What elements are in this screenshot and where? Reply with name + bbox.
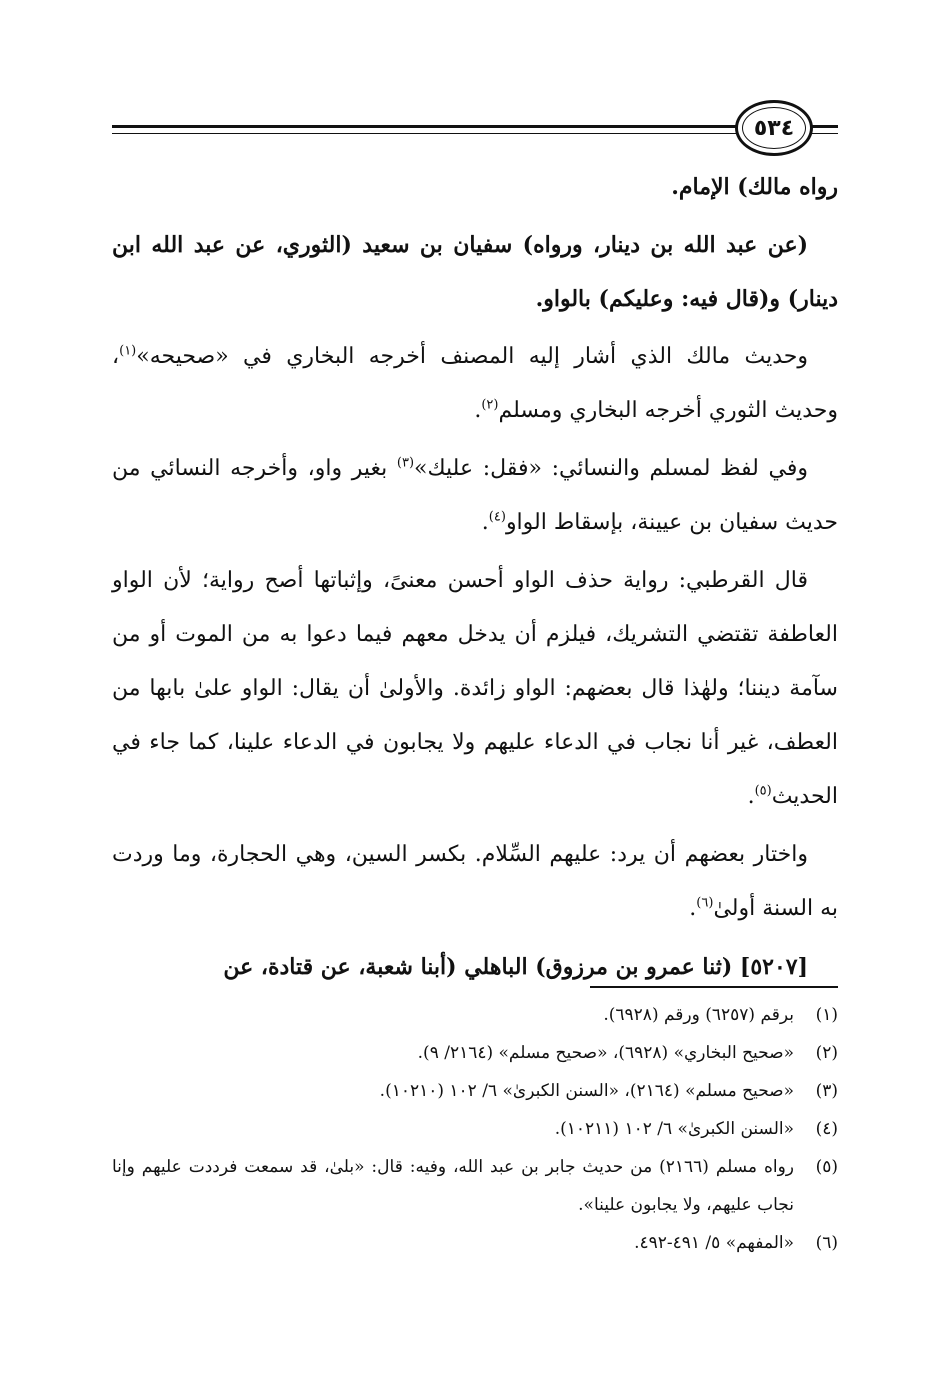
footnote-number: (٣) bbox=[815, 1081, 838, 1101]
footnote-number: (٦) bbox=[815, 1233, 838, 1253]
paragraph-7-text: [٥٢٠٧] (ثنا عمرو بن مرزوق) الباهلي (أبنا شعبة، عن قتادة، عن bbox=[223, 954, 808, 980]
paragraph-3-text-a: وحديث مالك الذي أشار إليه المصنف أخرجه البخاري في «صحيحه» bbox=[136, 344, 808, 369]
header-rule-right-thin bbox=[812, 133, 838, 134]
page-number-ring bbox=[742, 107, 806, 149]
main-text bbox=[112, 160, 838, 998]
paragraph-6-text-a: واختار بعضهم أن يرد: عليهم السِّلام. بكسر السين، وهي الحجارة، وما وردت به السنة أولىٰ bbox=[112, 842, 838, 921]
paragraph-5-text-b: . bbox=[747, 784, 755, 809]
paragraph-4 bbox=[112, 442, 838, 550]
paragraph-3 bbox=[112, 330, 838, 438]
paragraph-4-text-b: بغير واو، وأخرجه النسائي من حديث سفيان بن عيينة، بإسقاط الواو bbox=[112, 456, 838, 535]
footnote-text: رواه مسلم (٢١٦٦) من حديث جابر بن عبد الله، وفيه: قال: «بلىٰ، قد سمعت فرددت عليهم وإنا نجاب عليهم، ولا يجابون علينا». bbox=[112, 1157, 794, 1215]
footnote-ref-1[interactable]: (١) bbox=[119, 343, 137, 359]
footnote-ref-4[interactable]: (٤) bbox=[488, 509, 506, 525]
page-number-badge bbox=[735, 100, 813, 156]
footnote-item bbox=[112, 1072, 838, 1110]
footnote-item bbox=[112, 1110, 838, 1148]
footnote-divider bbox=[590, 986, 838, 988]
footnote-number: (٥) bbox=[815, 1157, 838, 1177]
footnote-text: «السنن الكبرىٰ» ٦/ ١٠٢ (١٠٢١١). bbox=[554, 1119, 794, 1139]
footnote-ref-3[interactable]: (٣) bbox=[396, 455, 415, 471]
paragraph-2 bbox=[112, 218, 838, 326]
footnote-item bbox=[112, 1148, 838, 1224]
footnote-number: (١) bbox=[815, 1005, 838, 1025]
paragraph-1 bbox=[112, 160, 838, 214]
paragraph-6 bbox=[112, 828, 838, 936]
page-number: ٥٣٤ bbox=[753, 115, 795, 141]
footnote-ref-6[interactable]: (٦) bbox=[696, 895, 714, 911]
paragraph-3-text-b: ، وحديث الثوري أخرجه البخاري ومسلم bbox=[112, 344, 838, 423]
paragraph-1-text: رواه مالك) الإمام. bbox=[671, 174, 838, 200]
paragraph-3-text-c: . bbox=[474, 398, 482, 423]
footnote-ref-5[interactable]: (٥) bbox=[754, 783, 772, 799]
header-rule-thin bbox=[112, 133, 737, 134]
paragraph-2-text: (عن عبد الله بن دينار، ورواه) سفيان بن سعيد (الثوري، عن عبد الله ابن دينار) و(قال فيه: وعليكم) بالواو. bbox=[112, 232, 838, 312]
header-rule bbox=[112, 125, 737, 128]
footnote-item bbox=[112, 1224, 838, 1262]
footnote-text: برقم (٦٢٥٧) ورقم (٦٩٢٨). bbox=[603, 1005, 794, 1025]
header-rule-right bbox=[812, 125, 838, 128]
paragraph-4-text-a: وفي لفظ لمسلم والنسائي: «فقل: عليك» bbox=[414, 456, 808, 481]
footnote-number: (٤) bbox=[815, 1119, 838, 1139]
footnotes bbox=[112, 996, 838, 1262]
page-header bbox=[112, 98, 838, 158]
footnote-text: «صحيح البخاري» (٦٩٢٨)، «صحيح مسلم» (٢١٦٤/ ٩). bbox=[417, 1043, 794, 1063]
footnote-ref-2[interactable]: (٢) bbox=[481, 397, 499, 413]
paragraph-5 bbox=[112, 554, 838, 824]
footnote-item bbox=[112, 996, 838, 1034]
footnote-item bbox=[112, 1034, 838, 1072]
footnote-number: (٢) bbox=[815, 1043, 838, 1063]
paragraph-6-text-b: . bbox=[689, 896, 697, 921]
footnote-text: «المفهم» ٥/ ٤٩١-٤٩٢. bbox=[634, 1233, 794, 1253]
paragraph-5-text-a: قال القرطبي: رواية حذف الواو أحسن معنىً، وإثباتها أصح رواية؛ لأن الواو العاطفة تقتضي التشريك، فيلزم أن يدخل معهم فيما دعوا به من الموت أو من سآمة ديننا؛ ولهٰذا قال بعضهم: الواو زائدة. والأولىٰ أن يقال: الواو علىٰ بابها من العطف، غير أنا نجاب في الدعاء عليهم ولا يجابون في الدعاء علينا، كما جاء في الحديث bbox=[112, 568, 838, 809]
paragraph-4-text-c: . bbox=[481, 510, 489, 535]
footnote-text: «صحيح مسلم» (٢١٦٤)، «السنن الكبرىٰ» ٦/ ١٠٢ (١٠٢١٠). bbox=[379, 1081, 794, 1101]
